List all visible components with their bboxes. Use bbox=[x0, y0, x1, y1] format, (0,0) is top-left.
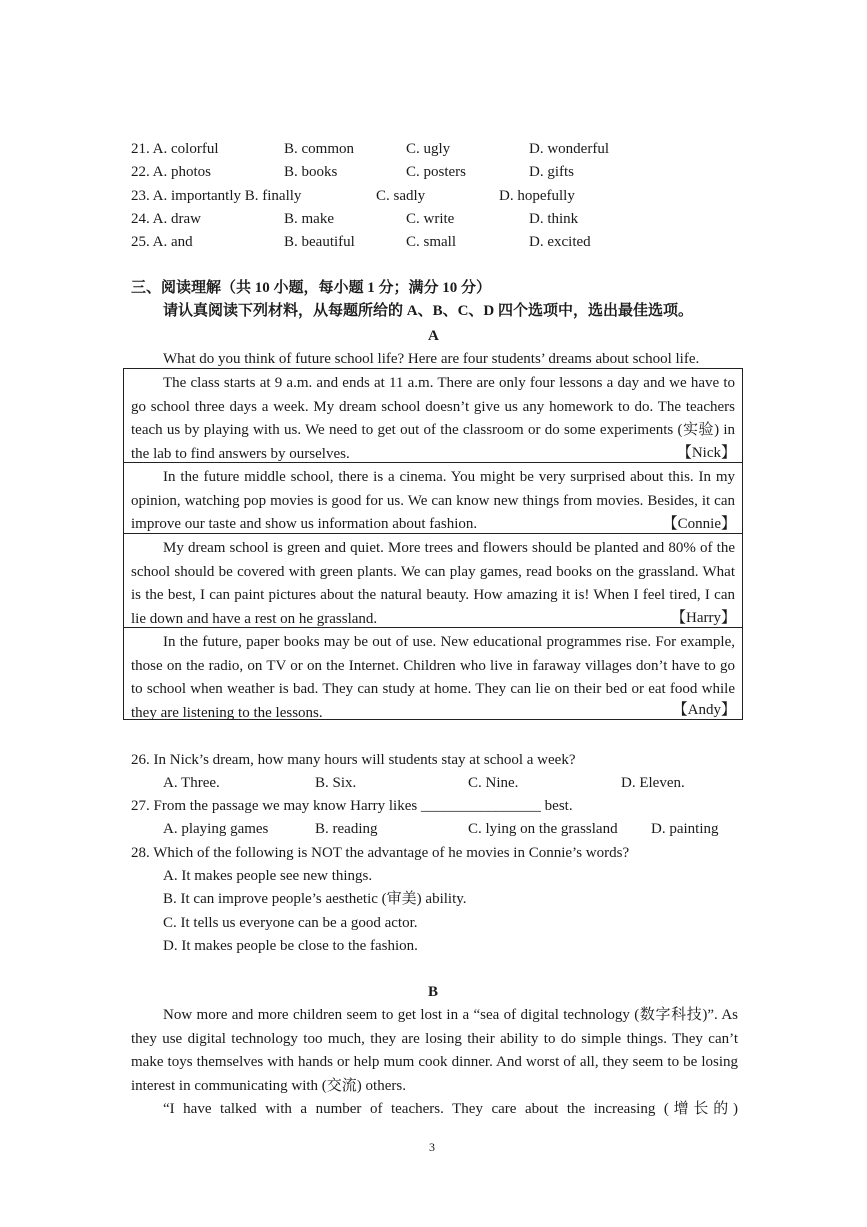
choice-a: A. playing games bbox=[163, 821, 269, 837]
option-b: B. books bbox=[284, 164, 338, 180]
question-stem: 27. From the passage we may know Harry likes ________________ best. bbox=[131, 798, 573, 814]
choice-d: D. It makes people be close to the fashion. bbox=[163, 938, 418, 954]
option-a-b: 23. A. importantly B. finally bbox=[131, 188, 302, 204]
dreams-table bbox=[123, 368, 743, 720]
section-instruction: 请认真阅读下列材料，从每题所给的 A、B、C、D 四个选项中，选出最佳选项。 bbox=[163, 303, 694, 319]
choice-c: C. Nine. bbox=[468, 775, 519, 791]
dream-text: The class starts at 9 a.m. and ends at 11 a.m. There are only four lessons a day and we have to go school three days a week. My dream school doesn’t give us any homework to do. The teachers teach us by playing with us. We need to get out of the classroom or do some experiments (实验) in the lab to find answers by ourselves. bbox=[131, 375, 735, 462]
dream-entry-andy bbox=[124, 628, 742, 720]
passage-b-paragraph-2: “I have talked with a number of teachers. They care about the increasing (增长的) bbox=[163, 1101, 738, 1117]
choice-b: B. Six. bbox=[315, 775, 357, 791]
choice-d: D. painting bbox=[651, 821, 719, 837]
option-c: C. write bbox=[406, 211, 455, 227]
option-d: D. wonderful bbox=[529, 141, 609, 157]
question-stem: 26. In Nick’s dream, how many hours will students stay at school a week? bbox=[131, 752, 576, 768]
passage-a-label: A bbox=[428, 328, 439, 344]
option-b: B. beautiful bbox=[284, 234, 355, 250]
dream-entry-harry bbox=[124, 534, 742, 628]
signer: 【Harry】 bbox=[671, 610, 736, 626]
signer: 【Nick】 bbox=[676, 445, 736, 461]
passage-a-intro: What do you think of future school life? Here are four students’ dreams about school life. bbox=[163, 351, 700, 367]
option-c: C. posters bbox=[406, 164, 466, 180]
choice-a: A. It makes people see new things. bbox=[163, 868, 373, 884]
choice-b: B. It can improve people’s aesthetic (审美) ability. bbox=[163, 891, 467, 907]
dream-text: In the future middle school, there is a cinema. You might be very surprised about this. In my opinion, watching pop movies is good for us. We can know new things from movies. Besides, it can improve our taste and show us information about fashion. bbox=[131, 469, 735, 532]
passage-b-label: B bbox=[428, 984, 439, 1000]
dream-entry-nick bbox=[124, 369, 742, 463]
dream-entry-connie bbox=[124, 463, 742, 534]
option-d: D. excited bbox=[529, 234, 591, 250]
choice-c: C. lying on the grassland bbox=[468, 821, 618, 837]
option-a: 21. A. colorful bbox=[131, 141, 219, 157]
option-a: 22. A. photos bbox=[131, 164, 212, 180]
option-d: D. hopefully bbox=[499, 188, 575, 204]
choice-c: C. It tells us everyone can be a good actor. bbox=[163, 915, 418, 931]
option-b: B. common bbox=[284, 141, 354, 157]
choice-d: D. Eleven. bbox=[621, 775, 685, 791]
option-c: C. ugly bbox=[406, 141, 451, 157]
option-a: 25. A. and bbox=[131, 234, 193, 250]
dream-text: My dream school is green and quiet. More trees and flowers should be planted and 80% of the school should be covered with green plants. We can play games, read books on the grassland. What is the best, I can paint pictures about the natural beauty. How amazing it is! When I feel tired, I can lie down and have a rest on he grassland. bbox=[131, 540, 735, 627]
page-number: 3 bbox=[429, 1140, 435, 1154]
option-a: 24. A. draw bbox=[131, 211, 201, 227]
option-c: C. sadly bbox=[376, 188, 426, 204]
section-title: 三、阅读理解（共 10 小题，每小题 1 分；满分 10 分） bbox=[131, 280, 492, 296]
choice-a: A. Three. bbox=[163, 775, 220, 791]
signer: 【Andy】 bbox=[672, 702, 736, 718]
signer: 【Connie】 bbox=[662, 516, 736, 532]
option-d: D. gifts bbox=[529, 164, 574, 180]
option-d: D. think bbox=[529, 211, 579, 227]
option-c: C. small bbox=[406, 234, 457, 250]
passage-b-paragraph-1: Now more and more children seem to get lost in a “sea of digital technology (数字科技)”. As they use digital technology too much, they are losing their ability to do simple things. They can’t make toys themselves with hands or help mum cook dinner. And worst of all, they seem to be losing interest in communicating with (交流) others. bbox=[131, 1007, 738, 1094]
dream-text: In the future, paper books may be out of use. New educational programmes rise. For example, those on the radio, on TV or on the Internet. Children who live in faraway villages don’t have to go to school when weather is bad. They can study at home. They can lie on their bed or eat food while they are listening to the lessons. bbox=[131, 634, 735, 721]
choice-b: B. reading bbox=[315, 821, 378, 837]
question-stem: 28. Which of the following is NOT the advantage of he movies in Connie’s words? bbox=[131, 845, 630, 861]
option-b: B. make bbox=[284, 211, 334, 227]
